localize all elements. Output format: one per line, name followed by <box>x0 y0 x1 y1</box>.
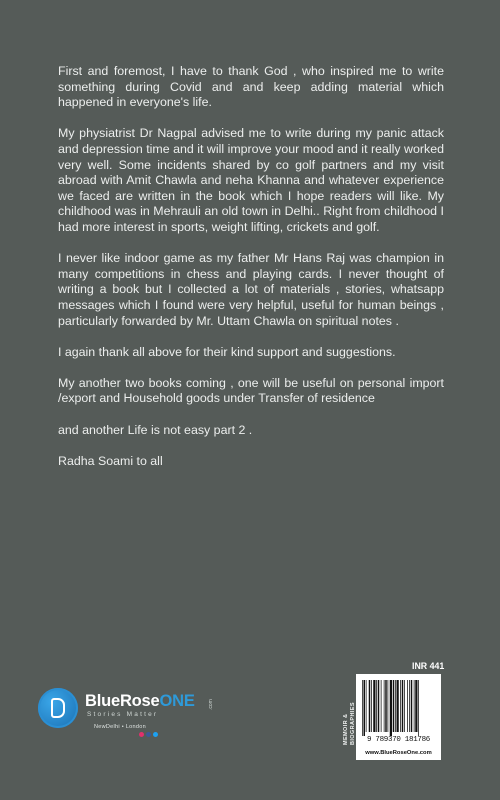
barcode-bar <box>381 680 382 732</box>
barcode-bar <box>411 680 413 732</box>
paragraph-part-two: and another Life is not easy part 2 . <box>58 422 253 437</box>
barcode-bars <box>356 674 441 738</box>
isbn-number: 9 789370 181786 <box>366 736 430 744</box>
isbn-barcode <box>356 674 441 760</box>
publisher-name: BlueRoseONE <box>85 692 195 710</box>
barcode-bar <box>393 680 395 732</box>
barcode-bar <box>390 680 392 736</box>
barcode-bar <box>415 680 417 732</box>
barcode-bar <box>404 680 405 732</box>
barcode-bar <box>418 680 419 736</box>
paragraph-thanks: First and foremost, I have to thank God , who inspired me to write something during Covid and and keep adding material which happened in everyone's life. <box>58 64 444 110</box>
paragraph-upcoming-books: My another two books coming , one will be useful on personal import /export and Household goods under Transfer of residence <box>58 375 444 406</box>
publisher-b-icon <box>38 688 78 728</box>
barcode-bar <box>385 680 387 732</box>
barcode-bar <box>369 680 371 732</box>
barcode-bar <box>388 680 389 732</box>
barcode-bar <box>402 680 404 732</box>
barcode-bar <box>366 680 367 732</box>
price-label: INR 441 <box>412 661 445 671</box>
publisher-tagline: Stories Matter <box>87 711 159 718</box>
twitter-icon <box>153 732 158 737</box>
barcode-bar <box>371 680 372 732</box>
barcode-bar <box>373 680 375 732</box>
barcode-bar <box>414 680 415 732</box>
barcode-bar <box>378 680 380 732</box>
barcode-bar <box>376 680 377 732</box>
publisher-domain: .com <box>208 699 214 710</box>
paragraph-support: I again thank all above for their kind support and suggestions. <box>58 344 396 359</box>
barcode-bar <box>409 680 410 732</box>
instagram-icon <box>139 732 144 737</box>
barcode-bar <box>395 680 396 732</box>
social-icons <box>139 732 158 737</box>
barcode-bar <box>364 680 366 736</box>
barcode-bar <box>362 680 363 736</box>
barcode-bar <box>397 680 399 732</box>
paragraph-physiatrist: My physiatrist Dr Nagpal advised me to write during my panic attack and depression time and it will improve your mood and it really worked very well. Some incidents shared by co golf partners and my visit abroad with Amit Chawla and neha Khanna and whatever experience we faced are written in the book which I hope readers will like. My childhood was in Mehrauli an old town in Delhi.. Right from childhood I had more interest in sports, weight lifting, crickets and golf. <box>58 126 444 234</box>
back-cover-text <box>58 64 444 485</box>
publisher-logo <box>38 688 238 748</box>
publisher-website: www.BlueRoseOne.com <box>365 750 432 756</box>
paragraph-closing: Radha Soami to all <box>58 453 163 468</box>
genre-label: MEMOIR & BIOGRAPHIES <box>343 702 356 745</box>
barcode-bar <box>384 680 385 732</box>
facebook-icon <box>146 732 151 737</box>
publisher-locations: NewDelhi • London <box>94 724 146 730</box>
barcode-bar <box>407 680 408 732</box>
barcode-bar <box>400 680 401 732</box>
paragraph-indoor-game: I never like indoor game as my father Mr Hans Raj was champion in many competitions in chess and playing cards. I never thought of writing a book but I collected a lot of materials , stories, whatsapp messages which I found were very helpful, useful for human beings , particularly forwarded by Mr. Uttam Chawla on spiritual notes . <box>58 251 444 328</box>
